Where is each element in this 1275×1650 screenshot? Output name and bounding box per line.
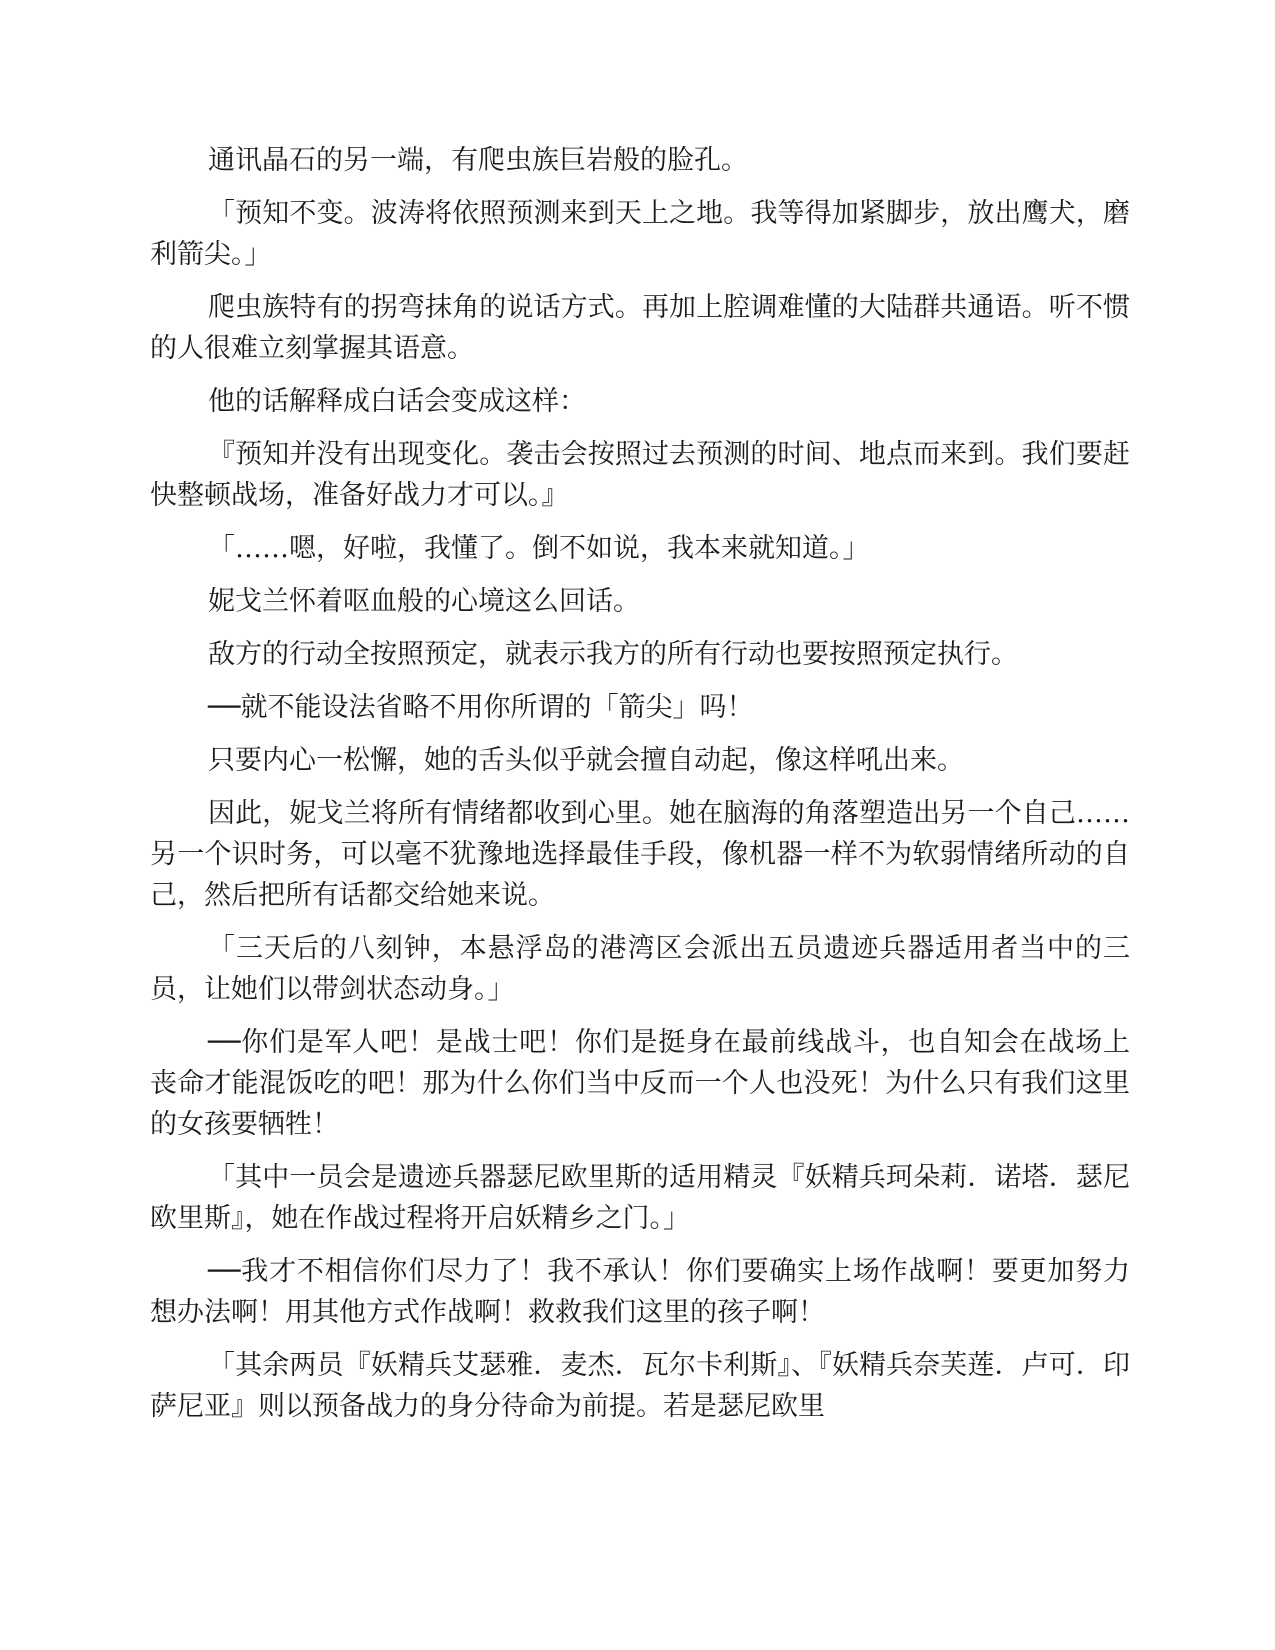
document-page xyxy=(150,140,1130,1439)
paragraph-10: 只要内心一松懈，她的舌头似乎就会擅自动起，像这样吼出来。 xyxy=(208,745,964,776)
paragraph-11: 因此，妮戈兰将所有情绪都收到心里。她在脑海的角落塑造出另一个自己……另一个识时务，可以毫不犹豫地选择最佳手段，像机器一样不为软弱情绪所动的自己，然后把所有话都交给她来说。 xyxy=(150,798,1130,911)
paragraph-8: 敌方的行动全按照预定，就表示我方的所有行动也要按照预定执行。 xyxy=(208,639,1018,670)
paragraph-14: 「其中一员会是遗迹兵器瑟尼欧里斯的适用精灵『妖精兵珂朵莉．诺塔．瑟尼欧里斯』，她在作战过程将开启妖精乡之门。」 xyxy=(150,1162,1130,1234)
paragraph-15: ──我才不相信你们尽力了！我不承认！你们要确实上场作战啊！要更加努力想办法啊！用其他方式作战啊！救救我们这里的孩子啊！ xyxy=(150,1256,1130,1328)
paragraph-13: ──你们是军人吧！是战士吧！你们是挺身在最前线战斗，也自知会在战场上丧命才能混饭吃的吧！那为什么你们当中反而一个人也没死！为什么只有我们这里的女孩要牺牲！ xyxy=(150,1027,1130,1140)
paragraph-2: 「预知不变。波涛将依照预测来到天上之地。我等得加紧脚步，放出鹰犬，磨利箭尖。」 xyxy=(150,198,1130,270)
paragraph-4: 他的话解释成白话会变成这样： xyxy=(208,386,586,417)
paragraph-12: 「三天后的八刻钟，本悬浮岛的港湾区会派出五员遗迹兵器适用者当中的三员，让她们以带剑状态动身。」 xyxy=(150,933,1130,1005)
paragraph-6: 「……嗯，好啦，我懂了。倒不如说，我本来就知道。」 xyxy=(208,533,870,564)
paragraph-3: 爬虫族特有的拐弯抹角的说话方式。再加上腔调难懂的大陆群共通语。听不惯的人很难立刻掌握其语意。 xyxy=(150,292,1130,364)
paragraph-9: ──就不能设法省略不用你所谓的「箭尖」吗！ xyxy=(208,692,754,723)
paragraph-16: 「其余两员『妖精兵艾瑟雅．麦杰．瓦尔卡利斯』、『妖精兵奈芙莲．卢可．印萨尼亚』则以预备战力的身分待命为前提。若是瑟尼欧里 xyxy=(150,1350,1130,1422)
paragraph-1: 通讯晶石的另一端，有爬虫族巨岩般的脸孔。 xyxy=(208,145,748,176)
paragraph-5: 『预知并没有出现变化。袭击会按照过去预测的时间、地点而来到。我们要赶快整顿战场，准备好战力才可以。』 xyxy=(150,439,1130,511)
paragraph-7: 妮戈兰怀着呕血般的心境这么回话。 xyxy=(208,586,640,617)
